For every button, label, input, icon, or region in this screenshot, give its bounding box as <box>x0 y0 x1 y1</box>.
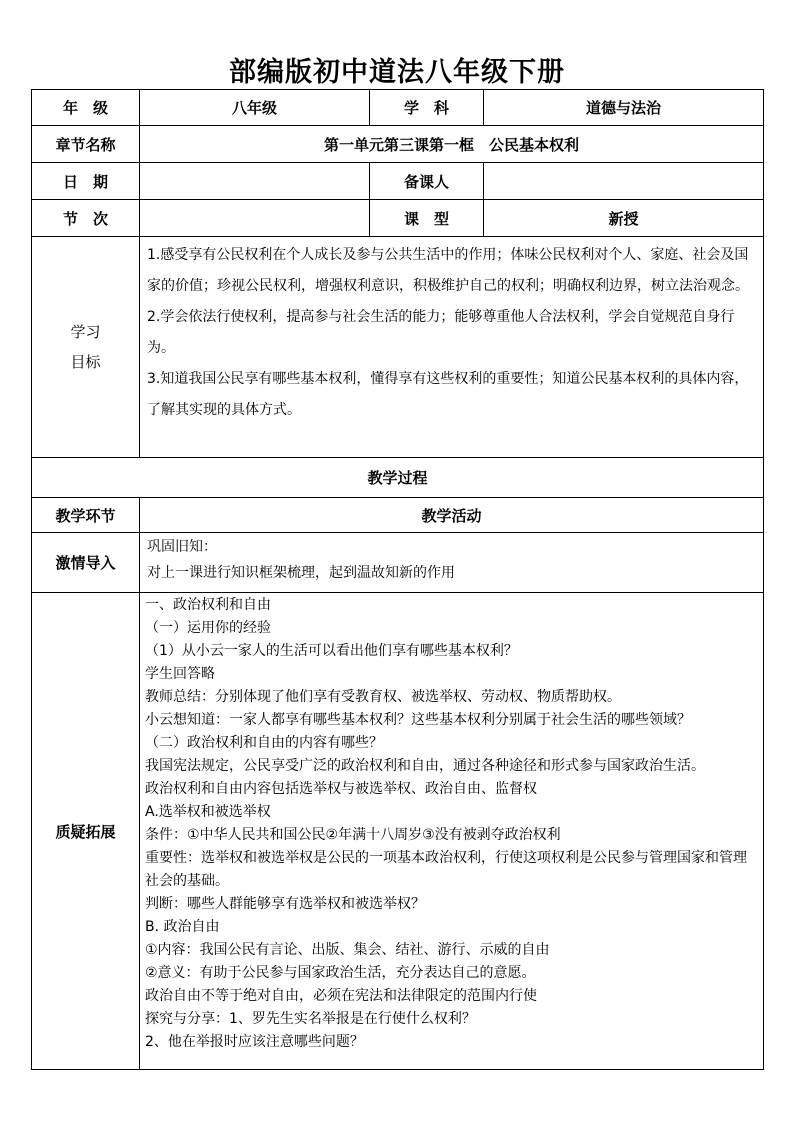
explore-line-10: A.选举权和被选举权 <box>145 804 271 820</box>
date-label: 日 期 <box>62 172 108 191</box>
activity-header-cell <box>140 498 764 533</box>
explore-line-8: 我国宪法规定，公民享受广泛的政治权利和自由，通过各种途径和形式参与国家政治生活。 <box>145 758 705 774</box>
date-label-cell <box>32 163 140 200</box>
explore-line-13: 判断：哪些人群能够享有选举权和被选举权？ <box>145 896 425 912</box>
intro-label: 激情导入 <box>55 554 116 572</box>
document-title: 部编版初中道法八年级下册 <box>229 57 565 88</box>
intro-line-2: 对上一课进行知识框架梳理，起到温故知新的作用 <box>147 565 455 581</box>
explore-line-12: 重要性：选举权和被选举权是公民的一项基本政治权利，行使这项权利是公民参与管理国家和管理社会的基础。 <box>145 850 747 889</box>
intro-line-1: 巩固旧知： <box>147 539 217 555</box>
chapter-row <box>32 126 764 163</box>
stage-column-header: 教学环节 <box>55 506 116 525</box>
chapter-label: 章节名称 <box>55 135 116 154</box>
type-value: 新授 <box>608 209 639 228</box>
goals-label-line-1: 学习 <box>70 323 101 341</box>
lesson-plan-table <box>31 89 764 1070</box>
process-title: 教学过程 <box>367 469 428 487</box>
period-row <box>32 200 764 237</box>
explore-line-9: 政治权利和自由内容包括选举权与被选举权、政治自由、监督权 <box>145 781 537 797</box>
goals-label <box>70 317 100 377</box>
process-header-row <box>32 498 764 533</box>
type-label: 课 型 <box>403 209 449 228</box>
subject-value: 道德与法治 <box>585 99 661 117</box>
preparer-value-cell <box>484 163 764 200</box>
explore-line-18: 探究与分享：1、罗先生实名举报是在行使什么权利？ <box>145 1011 476 1027</box>
preparer-label: 备课人 <box>403 172 449 191</box>
grade-label: 年 级 <box>62 99 108 117</box>
explore-row <box>32 593 764 1070</box>
explore-line-3: （1）从小云一家人的生活可以看出他们享有哪些基本权利？ <box>145 643 518 659</box>
period-label-cell <box>32 200 140 237</box>
chapter-value: 第一单元第三课第一框 公民基本权利 <box>323 135 579 154</box>
date-value-cell <box>140 163 370 200</box>
intro-row <box>32 533 764 593</box>
explore-line-14: B. 政治自由 <box>145 919 220 935</box>
chapter-label-cell <box>32 126 140 163</box>
explore-label: 质疑拓展 <box>55 822 116 841</box>
subject-label-cell <box>370 90 484 126</box>
explore-line-5: 教师总结：分别体现了他们享有受教育权、被选举权、劳动权、物质帮助权。 <box>145 689 621 705</box>
goals-label-line-2: 目标 <box>70 353 101 371</box>
explore-line-6: 小云想知道：一家人都享有哪些基本权利？这些基本权利分别属于社会生活的哪些领域？ <box>145 712 691 728</box>
explore-line-1: 一、政治权利和自由 <box>145 597 271 613</box>
activity-column-header: 教学活动 <box>421 506 482 525</box>
intro-content-cell <box>140 533 764 593</box>
goals-row <box>32 237 764 458</box>
grade-label-cell <box>32 90 140 126</box>
period-label: 节 次 <box>62 209 108 228</box>
explore-line-19: 2、他在举报时应该注意哪些问题？ <box>145 1034 364 1050</box>
explore-line-7: （二）政治权利和自由的内容有哪些？ <box>145 735 383 751</box>
goal-item-2: 2.学会依法行使权利，提高参与社会生活的能力；能够尊重他人合法权利，学会自觉规范自身行为。 <box>147 309 735 356</box>
type-value-cell <box>484 200 764 237</box>
explore-line-4: 学生回答略 <box>145 666 215 682</box>
goals-label-cell <box>32 237 140 458</box>
grade-row <box>32 90 764 126</box>
explore-label-cell <box>32 593 140 1070</box>
explore-line-15: ①内容：我国公民有言论、出版、集会、结社、游行、示威的自由 <box>145 942 550 958</box>
explore-line-16: ②意义：有助于公民参与国家政治生活，充分表达自己的意愿。 <box>145 965 536 981</box>
type-label-cell <box>370 200 484 237</box>
preparer-label-cell <box>370 163 484 200</box>
goal-item-3: 3.知道我国公民享有哪些基本权利，懂得享有这些权利的重要性；知道公民基本权利的具体内容，了解其实现的具体方式。 <box>147 371 749 418</box>
process-title-cell <box>32 458 764 498</box>
intro-label-cell <box>32 533 140 593</box>
chapter-value-cell <box>140 126 764 163</box>
grade-value: 八年级 <box>231 99 277 117</box>
explore-line-11: 条件：①中华人民共和国公民②年满十八周岁③没有被剥夺政治权利 <box>145 827 561 843</box>
goal-item-1: 1.感受享有公民权利在个人成长及参与公共生活中的作用；体味公民权利对个人、家庭、社会及国家的价值；珍视公民权利，增强权利意识，积极维护自己的权利；明确权利边界，树立法治观念。 <box>147 247 749 294</box>
grade-value-cell <box>140 90 370 126</box>
subject-label: 学 科 <box>403 99 449 117</box>
explore-content-cell <box>140 593 764 1070</box>
explore-line-2: （一）运用你的经验 <box>145 620 271 636</box>
process-title-row <box>32 458 764 498</box>
explore-line-17: 政治自由不等于绝对自由，必须在宪法和法律限定的范围内行使 <box>145 988 537 1004</box>
subject-value-cell <box>484 90 764 126</box>
stage-header-cell <box>32 498 140 533</box>
period-value-cell <box>140 200 370 237</box>
date-row <box>32 163 764 200</box>
goals-content-cell <box>140 237 764 458</box>
